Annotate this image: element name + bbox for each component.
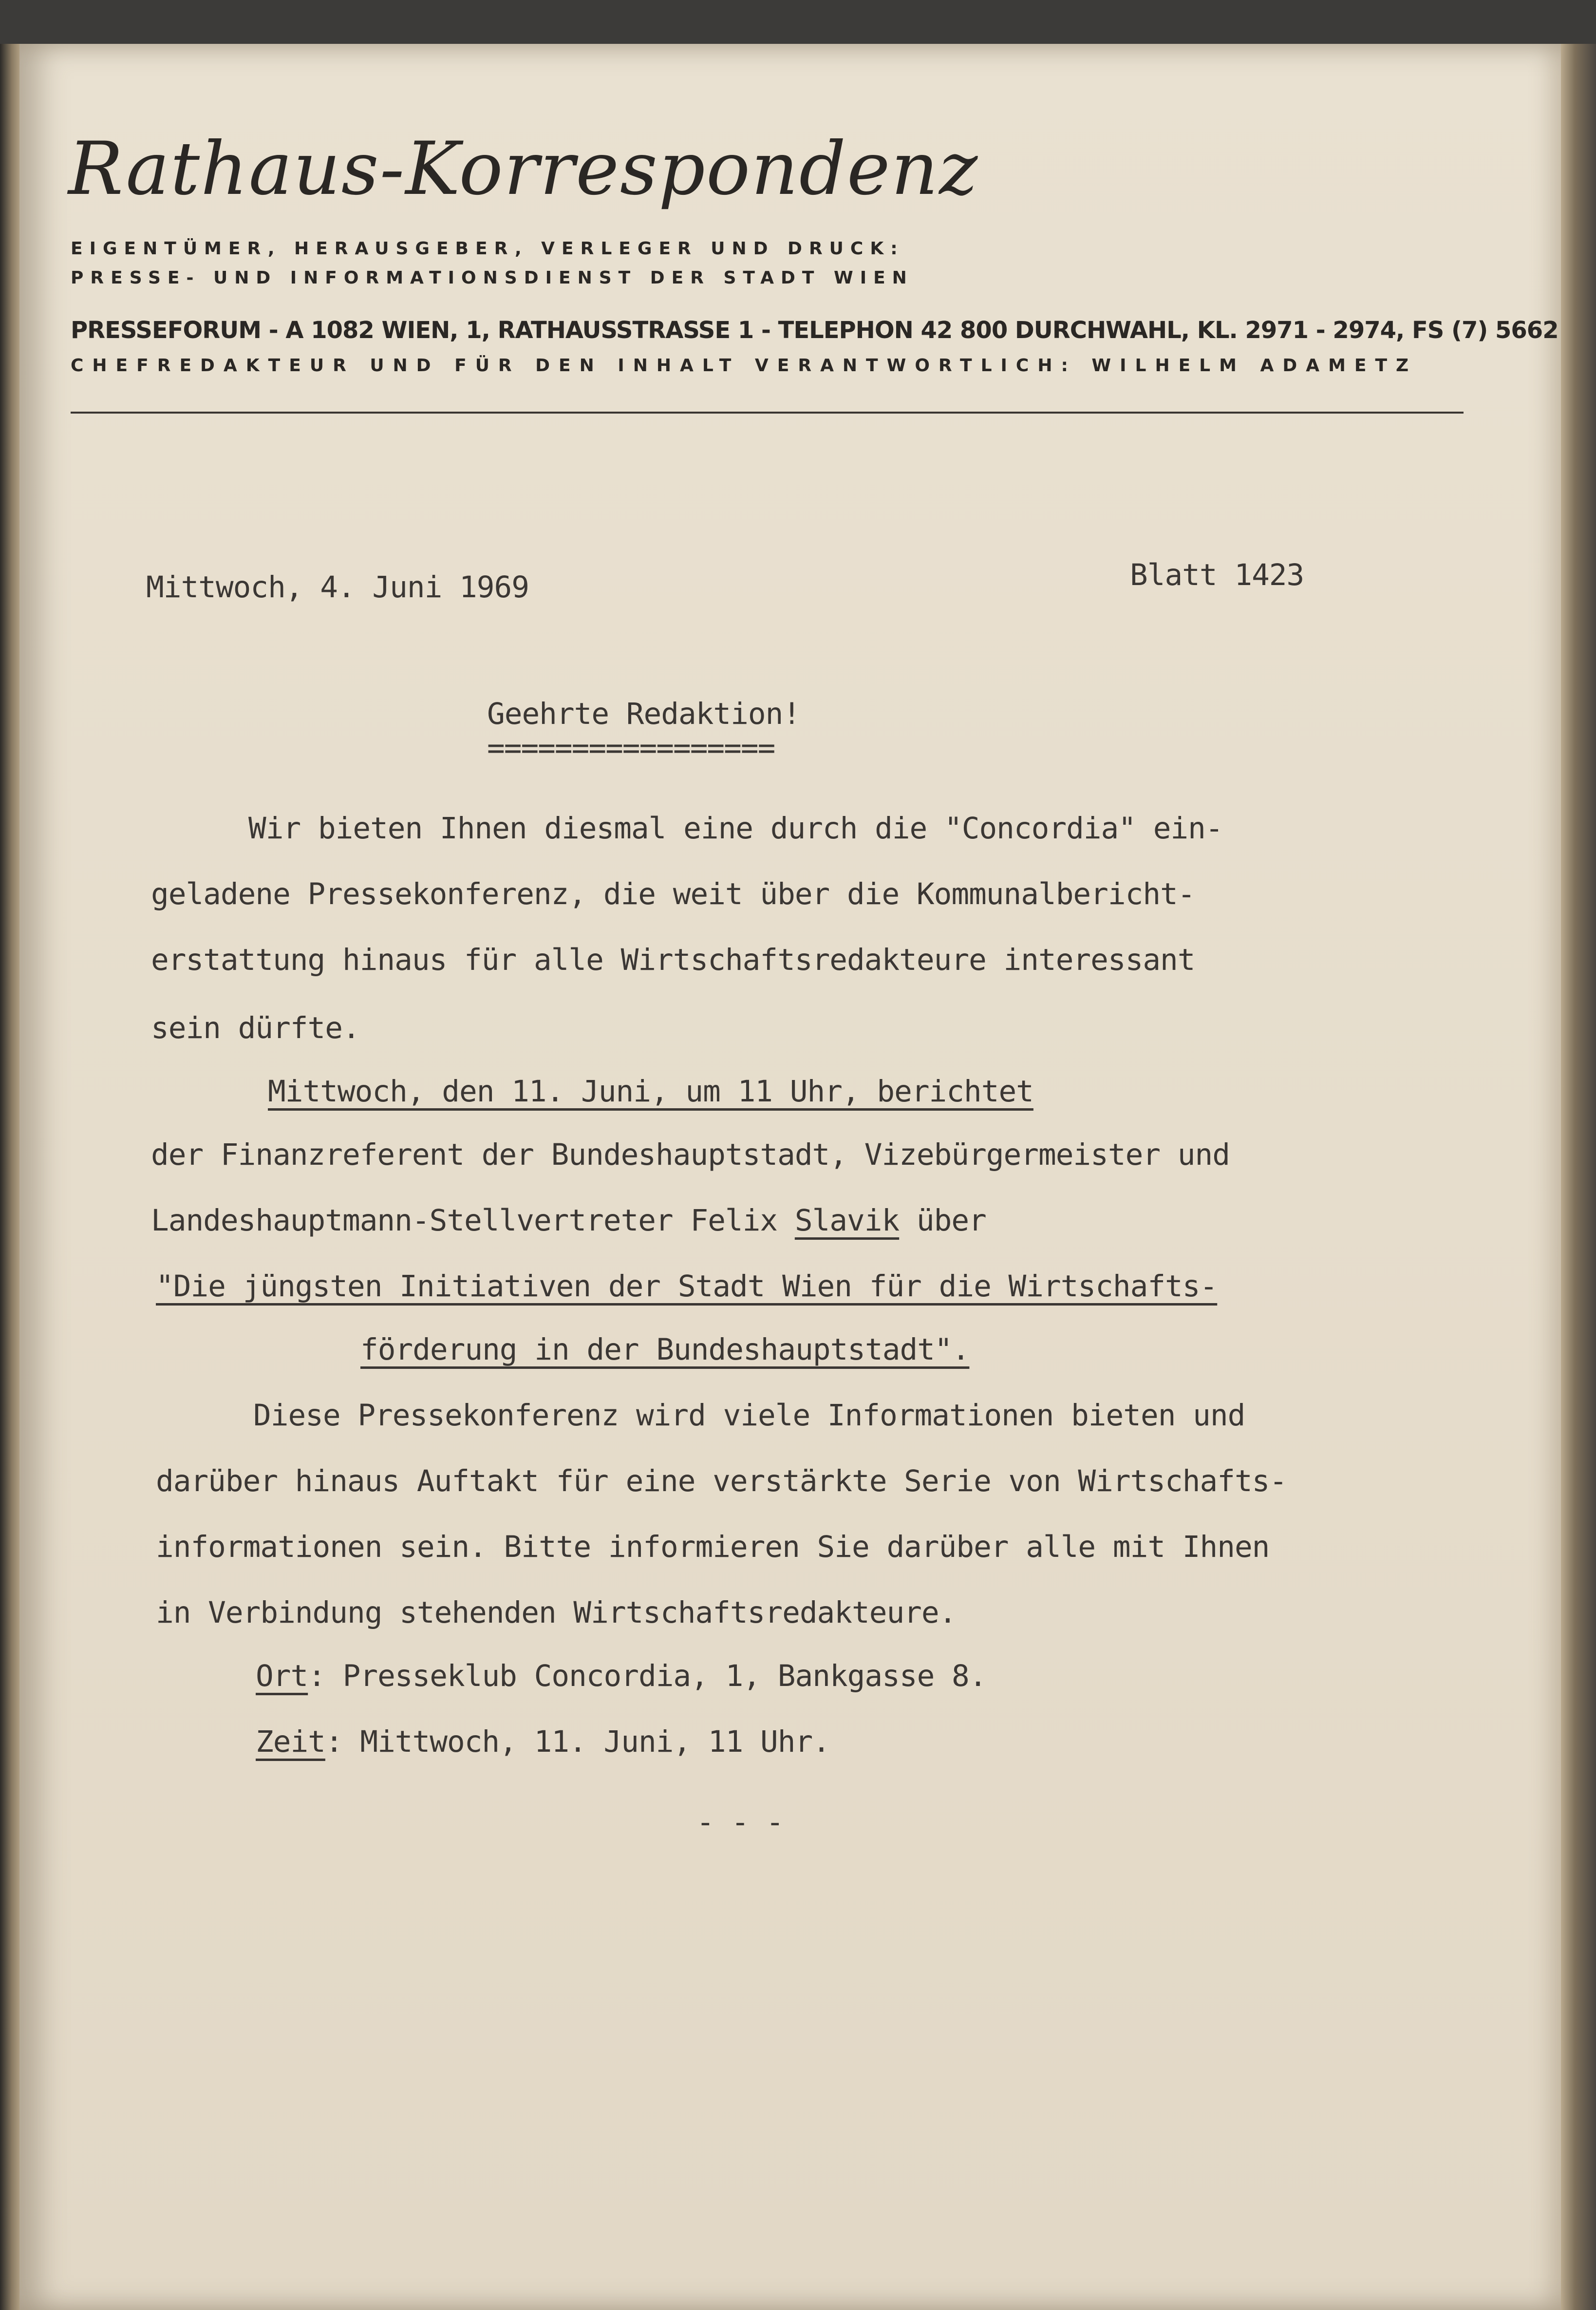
salutation: Geehrte Redaktion!: [487, 697, 801, 731]
place-value: : Presseklub Concordia, 1, Bankgasse 8.: [308, 1659, 987, 1693]
speaker-line: [151, 1203, 986, 1238]
body-line: darüber hinaus Auftakt für eine verstärkte Serie von Wirtschafts-: [156, 1464, 1287, 1498]
editor-line: CHEFREDAKTEUR UND FÜR DEN INHALT VERANTWORTLICH: WILHELM ADAMETZ: [71, 356, 1418, 376]
announcement-line: Mittwoch, den 11. Juni, um 11 Uhr, berichtet: [268, 1074, 1033, 1109]
address-line: PRESSEFORUM - A 1082 WIEN, 1, RATHAUSSTRASSE 1 - TELEPHON 42 800 DURCHWAHL, KL. 2971 - 2974, FS (7) 5662: [71, 317, 1558, 344]
masthead-title: Rathaus-Korrespondenz: [68, 127, 979, 211]
body-line: sein dürfte.: [151, 1011, 360, 1045]
body-line: Wir bieten Ihnen diesmal eine durch die "Concordia" ein-: [248, 811, 1223, 846]
body-line: Diese Pressekonferenz wird viele Informationen bieten und: [253, 1398, 1245, 1433]
body-line: erstattung hinaus für alle Wirtschaftsredakteure interessant: [151, 943, 1195, 977]
end-mark: - - -: [696, 1805, 784, 1839]
place-label: Ort: [256, 1659, 308, 1693]
salutation-rule: =================: [487, 731, 775, 765]
speaker-text-end: über: [899, 1203, 986, 1238]
sheet-number: Blatt 1423: [1130, 558, 1304, 592]
body-line: informationen sein. Bitte informieren Sie darüber alle mit Ihnen: [156, 1530, 1270, 1564]
topic-line-1: "Die jüngsten Initiativen der Stadt Wien für die Wirtschafts-: [156, 1269, 1218, 1304]
body-line: geladene Pressekonferenz, die weit über die Kommunalbericht-: [151, 877, 1195, 911]
speaker-surname: Slavik: [794, 1203, 900, 1238]
owner-line-2: PRESSE- UND INFORMATIONSDIENST DER STADT WIEN: [71, 268, 914, 288]
letter-date: Mittwoch, 4. Juni 1969: [146, 570, 529, 605]
body-line: der Finanzreferent der Bundeshauptstadt, Vizebürgermeister und: [151, 1137, 1230, 1172]
page-edge: [1561, 44, 1596, 2310]
document-page: [19, 44, 1563, 2310]
owner-line-1: EIGENTÜMER, HERAUSGEBER, VERLEGER UND DRUCK:: [71, 239, 904, 259]
time-value: : Mittwoch, 11. Juni, 11 Uhr.: [325, 1724, 830, 1759]
body-line: in Verbindung stehenden Wirtschaftsredakteure.: [156, 1595, 957, 1630]
header-rule: [71, 412, 1464, 414]
time-line: [256, 1724, 830, 1759]
speaker-text: Landeshauptmann-Stellvertreter Felix: [151, 1203, 795, 1238]
place-line: [256, 1659, 986, 1693]
time-label: Zeit: [256, 1724, 325, 1759]
topic-line-2: förderung in der Bundeshauptstadt".: [360, 1332, 970, 1367]
